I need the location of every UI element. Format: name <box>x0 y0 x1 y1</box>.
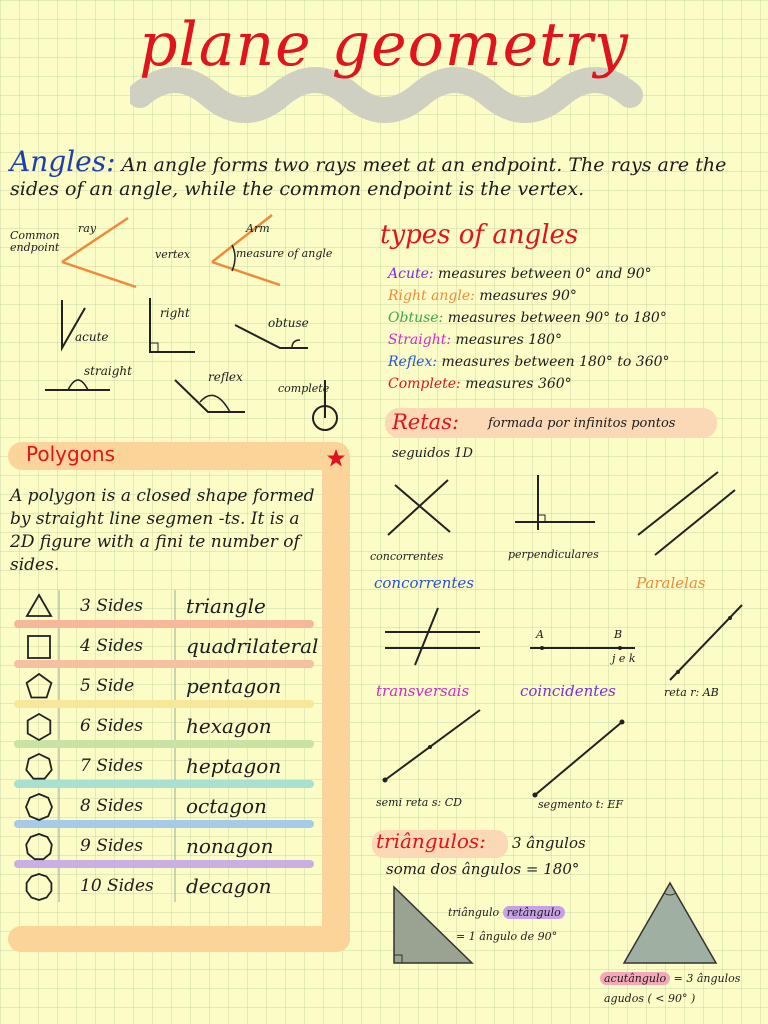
point-b-label: B <box>614 628 623 641</box>
reflex-label: reflex <box>208 370 243 384</box>
retangulo-label-b: retângulo <box>503 906 565 919</box>
angles-intro-text: An angle forms two rays meet at an endpoint. The rays are the sides of an angle, while the common endpoint is the vertex. <box>10 154 727 200</box>
polygon-sides: 4 Sides <box>80 636 143 656</box>
polygon-row <box>14 828 314 868</box>
retangulo-desc: = 1 ângulo de 90° <box>456 930 558 943</box>
square-icon <box>24 632 54 662</box>
polygon-row <box>14 628 319 668</box>
angle-type-item <box>388 266 652 282</box>
polygon-row <box>14 868 314 908</box>
octagon-icon <box>24 792 54 822</box>
polygons-title: Polygons <box>26 442 116 466</box>
acutangulo-label <box>600 972 740 985</box>
common-endpoint-label: Common endpoint <box>10 229 60 254</box>
polygon-row <box>14 588 314 628</box>
triangulos-title: triângulos: <box>376 829 486 853</box>
row-stripe <box>14 860 314 868</box>
polygon-name: hexagon <box>186 714 272 738</box>
polygon-name: quadrilateral <box>186 634 319 658</box>
polygon-sides: 10 Sides <box>80 876 154 896</box>
coincidentes-heading: coincidentes <box>520 682 616 700</box>
arm-label: Arm <box>246 222 270 235</box>
segmento-caption: segmento t: EF <box>538 798 624 811</box>
polygons-banner-bottom <box>8 926 350 952</box>
polygon-name: heptagon <box>186 754 282 778</box>
row-stripe <box>14 620 314 628</box>
transversais-heading: transversais <box>376 682 470 700</box>
ray-label: ray <box>78 222 97 235</box>
angles-intro <box>10 145 760 201</box>
polygon-name: triangle <box>186 594 266 618</box>
concorrentes-heading: concorrentes <box>374 574 475 592</box>
concorrentes-caption: concorrentes <box>370 550 444 563</box>
triangle-icon <box>24 592 54 622</box>
polygon-sides: 6 Sides <box>80 716 143 736</box>
acutangulo-pill: acutângulo <box>600 972 670 985</box>
triangulos-description: 3 ângulos <box>512 834 586 852</box>
polygon-sides: 7 Sides <box>80 756 143 776</box>
row-stripe <box>14 660 314 668</box>
retangulo-label-a: triângulo <box>448 906 500 919</box>
angle-type-desc: measures 90° <box>479 288 577 304</box>
angles-heading: Angles: <box>10 145 116 178</box>
measure-label: measure of angle <box>236 247 333 260</box>
star-icon <box>326 448 346 468</box>
perpendiculares-caption: perpendiculares <box>508 548 599 561</box>
row-stripe <box>14 700 314 708</box>
acutangulo-desc: = 3 ângulos <box>673 972 741 985</box>
retas-description-2: seguidos 1D <box>392 446 473 461</box>
polygon-row <box>14 788 314 828</box>
row-stripe <box>14 740 314 748</box>
polygons-banner-side <box>322 442 350 952</box>
vertex-label: vertex <box>155 248 191 261</box>
polygon-row <box>14 708 314 748</box>
page-title: plane geometry <box>139 10 629 80</box>
angle-type-desc: measures between 90° to 180° <box>447 310 667 326</box>
polygon-name: pentagon <box>186 674 282 698</box>
acute-label: acute <box>75 330 109 344</box>
retangulo-label <box>448 906 565 919</box>
polygon-name: nonagon <box>186 834 274 858</box>
complete-label: complete <box>278 382 330 395</box>
polygon-row <box>14 748 314 788</box>
angle-type-desc: measures 360° <box>465 376 572 392</box>
straight-label: straight <box>84 364 132 378</box>
triangulos-sum: soma dos ângulos = 180° <box>386 860 580 878</box>
semi-reta-caption: semi reta s: CD <box>376 796 462 809</box>
right-label: right <box>160 306 190 320</box>
angle-type-name: Reflex: <box>388 354 442 370</box>
polygons-description: A polygon is a closed shape formed by straight line segmen -ts. It is a 2D figure with a fini te number of sides. <box>10 486 315 575</box>
retas-description: formada por infinitos pontos <box>488 416 676 431</box>
angle-type-item <box>388 288 577 304</box>
jek-label: j e k <box>612 652 636 665</box>
acutangulo-desc-2: agudos ( < 90° ) <box>604 992 696 1005</box>
row-stripe <box>14 820 314 828</box>
angle-type-item <box>388 354 670 370</box>
angle-type-desc: measures 180° <box>455 332 562 348</box>
angle-type-item <box>388 310 667 326</box>
angle-type-name: Complete: <box>388 376 466 392</box>
polygon-sides: 8 Sides <box>80 796 143 816</box>
hexagon-icon <box>24 712 54 742</box>
angle-type-desc: measures between 180° to 360° <box>441 354 670 370</box>
retas-title: Retas: <box>392 410 460 434</box>
point-a-label: A <box>536 628 544 641</box>
line-relations-diagrams <box>370 460 768 830</box>
triangle-drawings <box>380 875 768 975</box>
row-stripe <box>14 780 314 788</box>
polygon-name: decagon <box>186 874 272 898</box>
angle-type-name: Acute: <box>388 266 439 282</box>
types-of-angles-title: types of angles <box>380 220 579 250</box>
obtuse-label: obtuse <box>268 316 309 330</box>
polygon-sides: 9 Sides <box>80 836 143 856</box>
pentagon-icon <box>24 672 54 702</box>
angle-type-item <box>388 376 572 392</box>
angle-type-desc: measures between 0° and 90° <box>438 266 652 282</box>
angle-type-name: Straight: <box>388 332 456 348</box>
paralelas-heading: Paralelas <box>636 574 706 592</box>
heptagon-icon <box>24 752 54 782</box>
polygon-sides: 3 Sides <box>80 596 143 616</box>
reta-ab-caption: reta r: AB <box>664 686 719 699</box>
polygon-sides: 5 Side <box>80 676 135 696</box>
angle-type-name: Obtuse: <box>388 310 448 326</box>
polygon-name: octagon <box>186 794 267 818</box>
angle-type-item <box>388 332 562 348</box>
nonagon-icon <box>24 832 54 862</box>
polygon-row <box>14 668 314 708</box>
decagon-icon <box>24 872 54 902</box>
angle-type-name: Right angle: <box>388 288 480 304</box>
